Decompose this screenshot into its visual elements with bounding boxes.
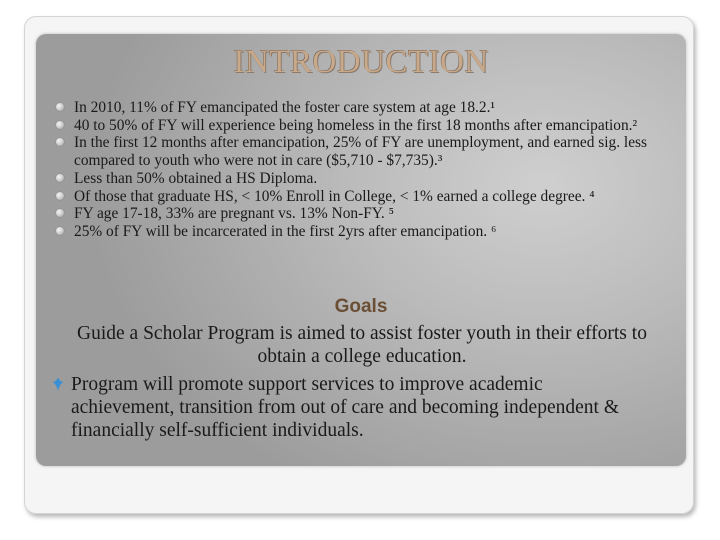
round-bullet-icon [56, 227, 64, 235]
round-bullet-icon [56, 138, 64, 146]
round-bullet-icon [56, 174, 64, 182]
program-bullet [51, 373, 691, 442]
round-bullet-icon [56, 121, 64, 129]
list-item [62, 99, 674, 117]
program-line-text: Program will promote support services to improve academic [71, 374, 543, 395]
list-item-text: 40 to 50% of FY will experience being homeless in the first 18 months after emancipation.² [74, 116, 638, 134]
list-item-text: In 2010, 11% of FY emancipated the foster care system at age 18.2.¹ [74, 99, 496, 116]
list-item-text: Of those that graduate HS, < 10% Enroll in College, < 1% earned a college degree. ⁴ [74, 187, 595, 205]
round-bullet-icon [56, 209, 64, 217]
program-line: achievement, transition from out of care and becoming independent & [71, 397, 619, 418]
round-bullet-icon [56, 192, 64, 200]
list-item [62, 205, 674, 223]
list-item-text: 25% of FY will be incarcerated in the first 2yrs after emancipation. ⁶ [74, 222, 497, 240]
program-line [51, 373, 691, 396]
program-line: financially self-sufficient individuals. [71, 420, 364, 441]
list-item-text: In the first 12 months after emancipation, 25% of FY are unemployment, and earned sig. less compared to youth who were not in care ($5,710 - $7,735).³ [74, 134, 648, 170]
list-item [62, 188, 674, 206]
list-item [62, 170, 674, 188]
diamond-bullet-icon [51, 377, 65, 391]
list-item-text: Less than 50% obtained a HS Diploma. [74, 169, 318, 187]
list-item [62, 134, 674, 169]
list-item [62, 117, 674, 135]
list-item-text: FY age 17-18, 33% are pregnant vs. 13% Non-FY. ⁵ [74, 205, 394, 223]
goals-description: Guide a Scholar Program is aimed to assist foster youth in their efforts to obtain a college education. [77, 323, 647, 367]
goals-heading: Goals [334, 296, 388, 317]
round-bullet-icon [56, 103, 64, 111]
statistics-list [62, 99, 674, 241]
list-item [62, 223, 674, 241]
slide-title: INTRODUCTION [233, 44, 489, 80]
